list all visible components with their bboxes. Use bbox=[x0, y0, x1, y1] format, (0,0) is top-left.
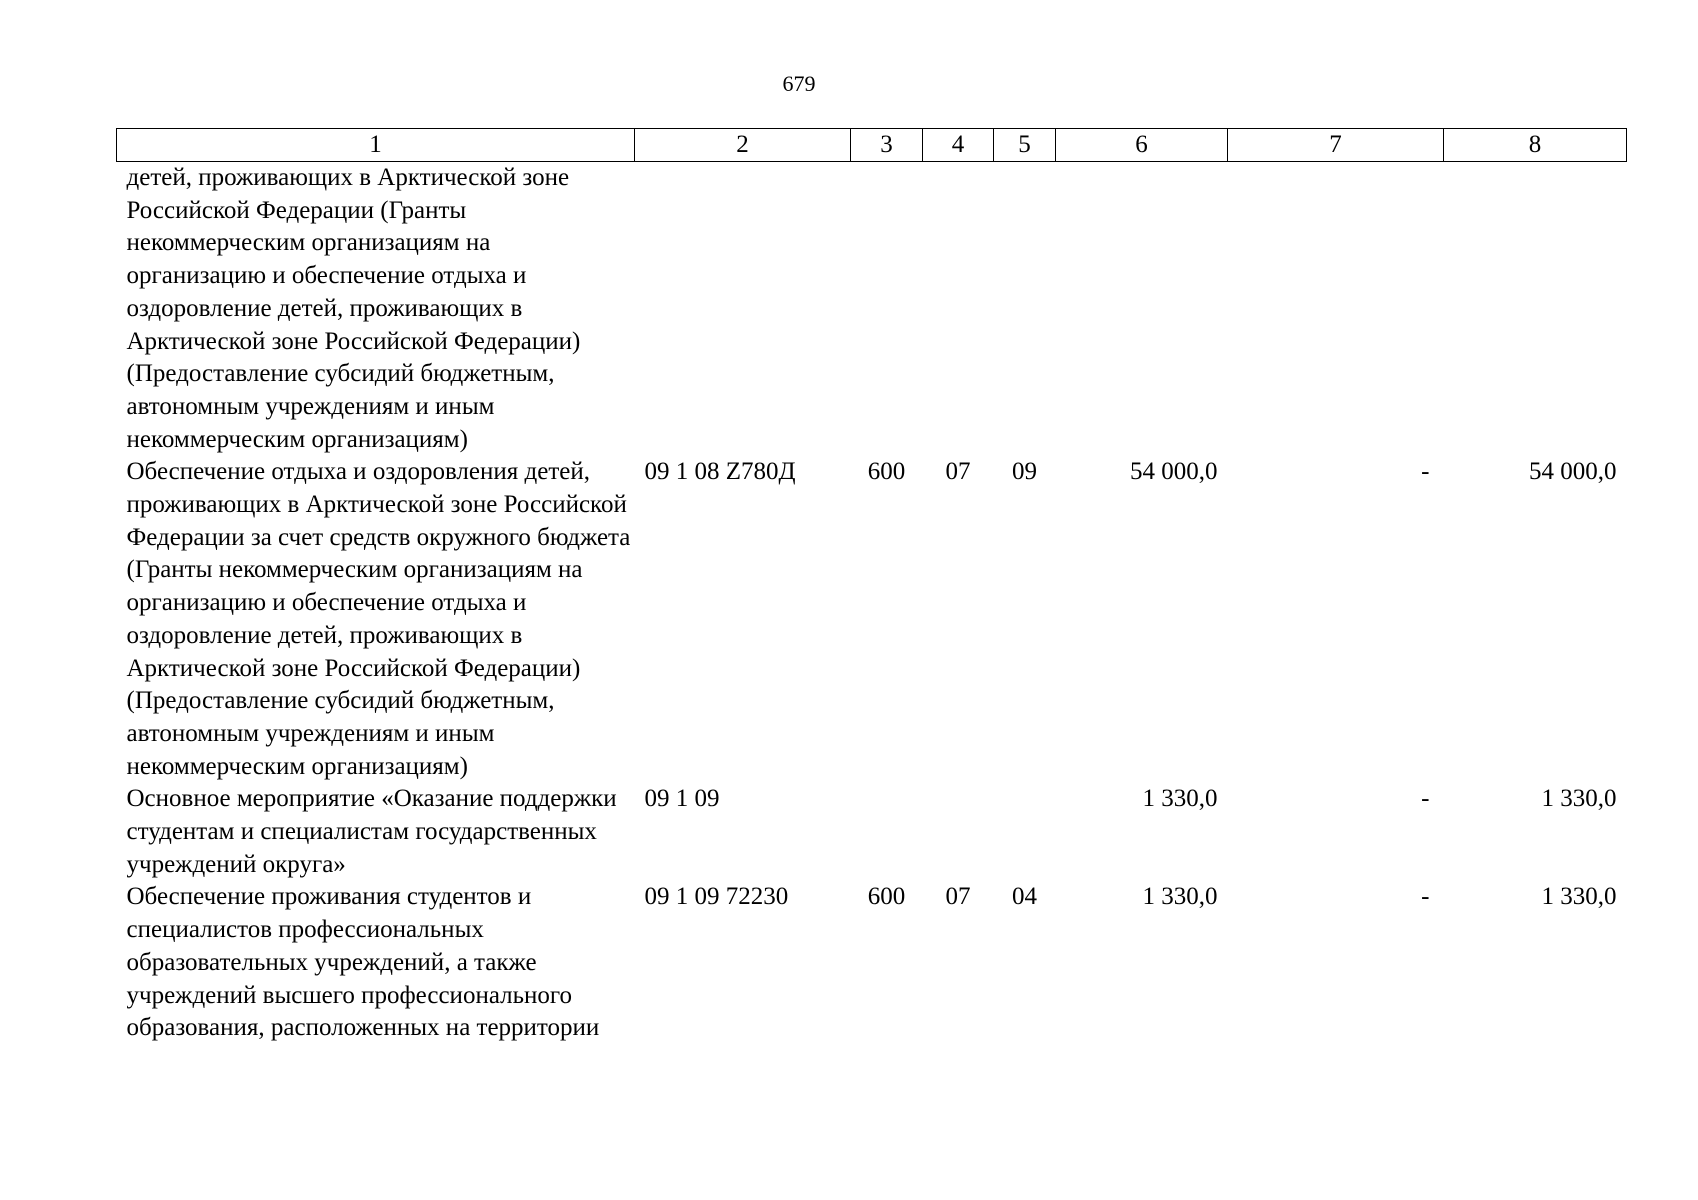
column-header-7: 7 bbox=[1228, 129, 1444, 162]
row-section bbox=[923, 783, 994, 881]
table-row bbox=[117, 881, 1627, 1045]
row-col8 bbox=[1444, 162, 1627, 457]
row-subsection: 04 bbox=[1012, 883, 1037, 911]
table-row bbox=[117, 162, 1627, 457]
row-target-code: 09 1 09 bbox=[644, 785, 720, 813]
row-description: Обеспечение проживания студентов и специалистов профессиональных образовательных учреждений, а также учреждений высшего профессионального образования, расположенных на территории bbox=[126, 883, 600, 1042]
row-col8: 1 330,0 bbox=[1541, 883, 1617, 911]
row-target-code: 09 1 08 Z780Д bbox=[644, 458, 796, 486]
row-subsection: 09 bbox=[1012, 458, 1037, 486]
table-row bbox=[117, 783, 1627, 881]
row-section bbox=[923, 162, 994, 457]
table-body bbox=[117, 162, 1627, 1045]
row-target-code bbox=[635, 162, 851, 457]
row-subsection bbox=[994, 162, 1056, 457]
row-description: Обеспечение отдыха и оздоровления детей, проживающих в Арктической зоне Российской Федерации за счет средств окружного бюджета (Гранты некоммерческим организациям на организацию и обеспечение отдыха и оздоровление детей, проживающих в Арктической зоне Российской Федерации) (Предоставление субсидий бюджетным, автономным учреждениям и иным некоммерческим организациям) bbox=[126, 458, 631, 780]
row-description: детей, проживающих в Арктической зоне Российской Федерации (Гранты некоммерческим организациям на организацию и обеспечение отдыха и оздоровление детей, проживающих в Арктической зоне Российской Федерации) (Предоставление субсидий бюджетным, автономным учреждениям и иным некоммерческим организациям) bbox=[126, 164, 581, 453]
column-header-1: 1 bbox=[117, 129, 635, 162]
row-amount: 54 000,0 bbox=[1130, 458, 1218, 486]
row-expense-type bbox=[851, 783, 923, 881]
header-row bbox=[117, 129, 1627, 162]
column-header-5: 5 bbox=[994, 129, 1056, 162]
column-header-2: 2 bbox=[635, 129, 851, 162]
row-amount: 1 330,0 bbox=[1142, 785, 1218, 813]
row-description: Основное мероприятие «Оказание поддержки студентам и специалистам государственных учреждений округа» bbox=[126, 785, 617, 878]
row-col8: 54 000,0 bbox=[1529, 458, 1617, 486]
row-col8: 1 330,0 bbox=[1541, 785, 1617, 813]
column-header-4: 4 bbox=[923, 129, 994, 162]
row-col7: - bbox=[1421, 785, 1430, 813]
row-amount: 1 330,0 bbox=[1142, 883, 1218, 911]
column-header-8: 8 bbox=[1444, 129, 1627, 162]
row-subsection bbox=[994, 783, 1056, 881]
row-target-code: 09 1 09 72230 bbox=[644, 883, 789, 911]
row-col7: - bbox=[1421, 458, 1430, 486]
row-expense-type: 600 bbox=[867, 883, 906, 911]
budget-table bbox=[116, 128, 1627, 1045]
table-row bbox=[117, 456, 1627, 783]
row-expense-type bbox=[851, 162, 923, 457]
row-amount bbox=[1056, 162, 1228, 457]
column-header-6: 6 bbox=[1056, 129, 1228, 162]
row-section: 07 bbox=[945, 458, 971, 486]
page-number: 679 bbox=[782, 71, 816, 96]
table-header bbox=[117, 129, 1627, 162]
column-header-3: 3 bbox=[851, 129, 923, 162]
row-expense-type: 600 bbox=[867, 458, 906, 486]
row-col7: - bbox=[1421, 883, 1430, 911]
row-section: 07 bbox=[945, 883, 971, 911]
row-col7 bbox=[1228, 162, 1444, 457]
